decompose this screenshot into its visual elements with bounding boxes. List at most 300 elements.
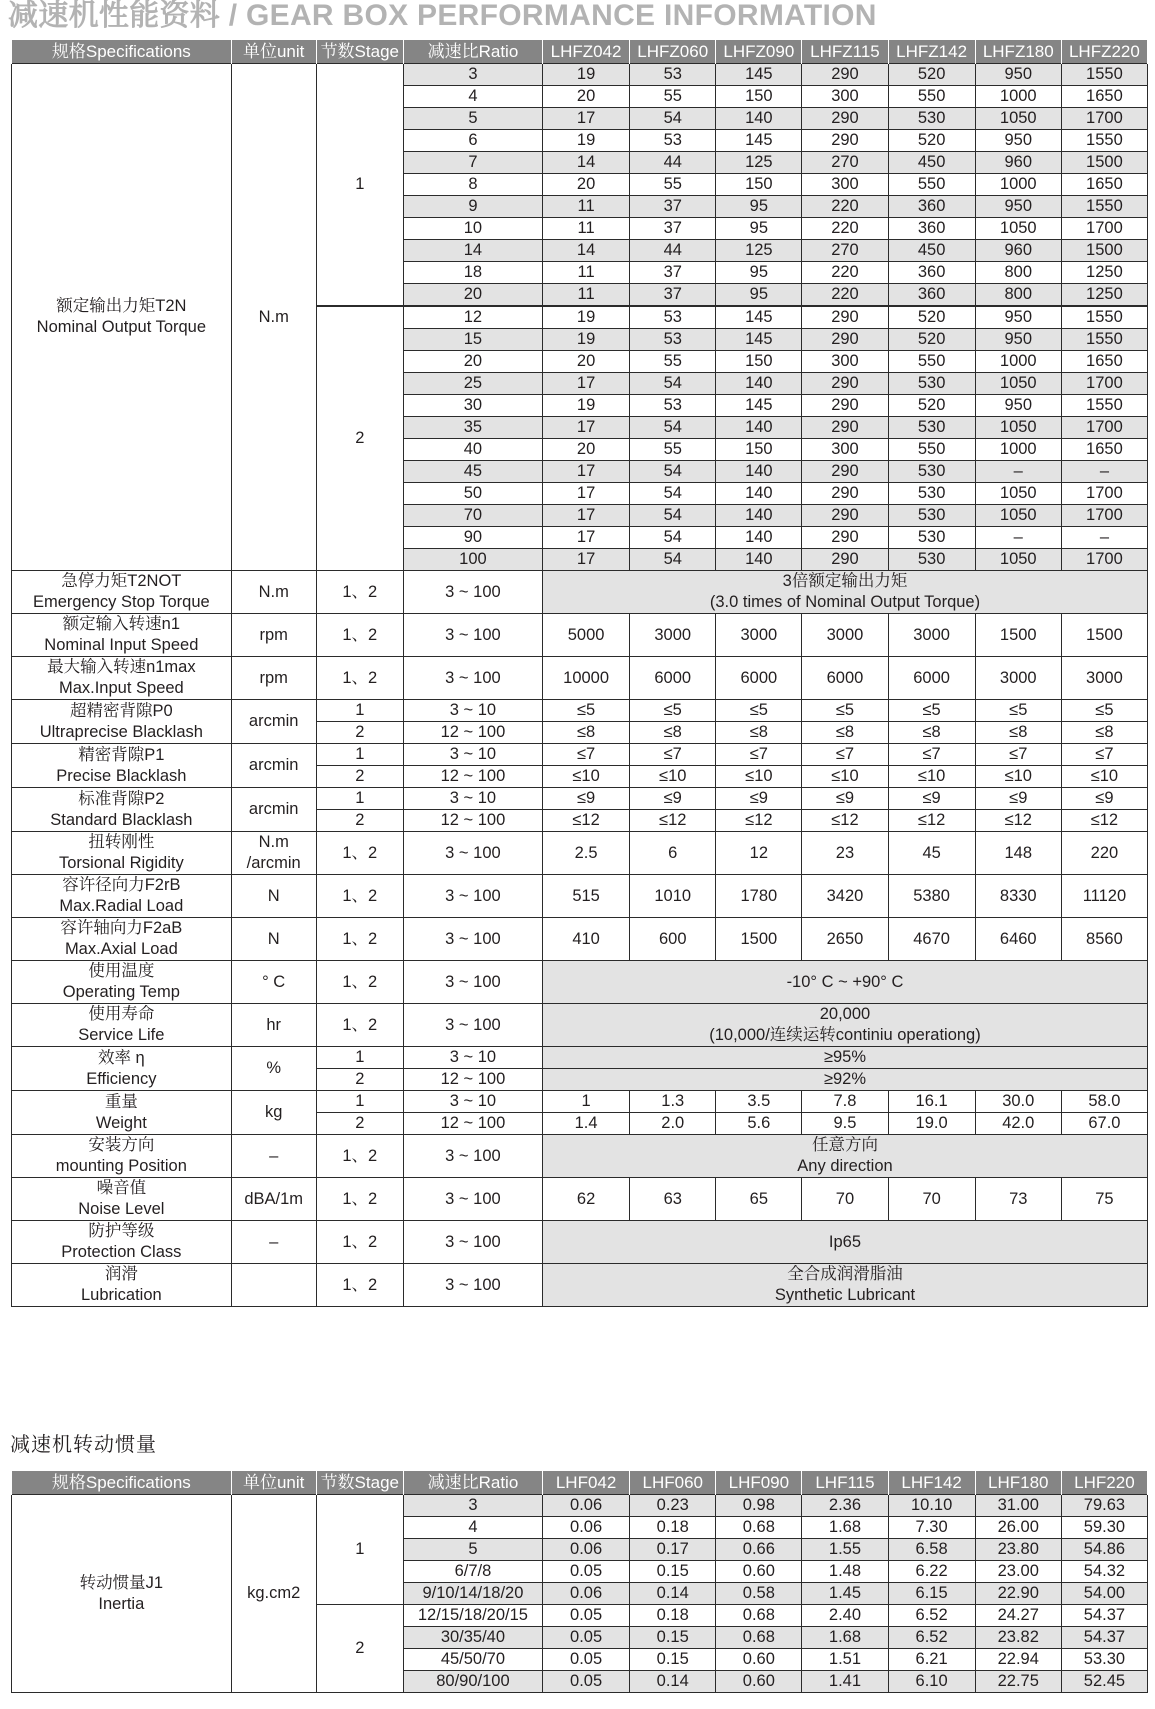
value-cell: 290	[802, 549, 888, 571]
table-row	[12, 744, 1148, 766]
value-cell: 6.22	[888, 1561, 975, 1583]
spec-cell	[12, 64, 232, 571]
value-cell: 14	[542, 240, 629, 262]
spec-label-zh: 效率 η	[97, 1048, 145, 1067]
value-cell: 148	[975, 832, 1061, 875]
ratio-cell: 3 ~ 100	[403, 1264, 542, 1307]
spec-cell	[12, 1135, 232, 1178]
value-cell: ≤9	[975, 788, 1061, 810]
table-row	[12, 961, 1148, 1004]
ratio-cell: 12	[403, 306, 542, 329]
header-spec: 规格Specifications	[12, 40, 232, 64]
value-cell: 1780	[716, 875, 802, 918]
value-cell: 290	[802, 130, 888, 152]
table-row	[12, 1178, 1148, 1221]
ratio-cell: 3 ~ 10	[403, 788, 542, 810]
value-cell: 54	[630, 549, 716, 571]
ratio-cell: 3 ~ 100	[403, 1004, 542, 1047]
spec-cell	[12, 571, 232, 614]
value-cell: 10.10	[888, 1495, 975, 1517]
value-cell: 140	[716, 505, 802, 527]
value-cell: 9.5	[802, 1113, 888, 1135]
value-cell: 150	[716, 174, 802, 196]
value-label-en: (3.0 times of Nominal Output Torque)	[709, 593, 981, 611]
spec-label-zh: 超精密背隙P0	[70, 701, 173, 720]
unit-cell	[231, 832, 316, 875]
value-cell: 145	[716, 395, 802, 417]
value-cell: 0.05	[542, 1671, 629, 1693]
header-model: LHF180	[975, 1471, 1061, 1495]
value-cell: 1550	[1061, 130, 1147, 152]
value-cell: 1700	[1061, 417, 1147, 439]
value-cell: 360	[888, 284, 975, 307]
value-cell: 0.06	[542, 1517, 629, 1539]
ratio-cell: 3	[403, 1495, 542, 1517]
value-cell: 0.60	[716, 1671, 802, 1693]
value-cell: 55	[630, 351, 716, 373]
value-cell: ≤8	[630, 722, 716, 744]
ratio-cell: 3 ~ 100	[403, 832, 542, 875]
value-cell: 450	[888, 240, 975, 262]
value-cell: ≤12	[888, 810, 975, 832]
value-cell: 53.30	[1061, 1649, 1147, 1671]
value-cell: ≤7	[542, 744, 629, 766]
unit-cell: N.m	[231, 64, 316, 571]
spec-cell	[12, 788, 232, 832]
value-cell: 515	[542, 875, 629, 918]
ratio-cell: 3 ~ 100	[403, 1135, 542, 1178]
value-cell: ≤12	[975, 810, 1061, 832]
value-cell: 31.00	[975, 1495, 1061, 1517]
value-cell: 11120	[1061, 875, 1147, 918]
value-cell: 54.37	[1061, 1627, 1147, 1649]
value-cell: 8330	[975, 875, 1061, 918]
ratio-cell: 3 ~ 10	[403, 744, 542, 766]
value-cell: 0.06	[542, 1539, 629, 1561]
stage-cell: 2	[316, 1605, 403, 1693]
value-cell: 530	[888, 549, 975, 571]
value-cell: ≤9	[542, 788, 629, 810]
value-cell: 550	[888, 351, 975, 373]
value-label-en: (10,000/连续运转continiu operationg)	[709, 1026, 981, 1044]
value-cell: 1500	[716, 918, 802, 961]
value-cell: 800	[975, 262, 1061, 284]
ratio-cell: 5	[403, 1539, 542, 1561]
ratio-cell: 70	[403, 505, 542, 527]
value-cell: 150	[716, 351, 802, 373]
value-cell: 1050	[975, 505, 1061, 527]
value-cell: 950	[975, 306, 1061, 329]
unit-cell: kg	[231, 1091, 316, 1135]
value-cell: 17	[542, 483, 629, 505]
spec-cell	[12, 918, 232, 961]
merged-value-cell: -10° C ~ +90° C	[542, 961, 1147, 1004]
value-cell: 3000	[975, 657, 1061, 700]
value-cell: 0.58	[716, 1583, 802, 1605]
value-cell: 5.6	[716, 1113, 802, 1135]
value-cell: –	[1061, 527, 1147, 549]
value-cell: 1.68	[802, 1627, 888, 1649]
value-cell: 290	[802, 461, 888, 483]
value-cell: 19	[542, 306, 629, 329]
table-row	[12, 64, 1148, 86]
value-cell: 0.05	[542, 1649, 629, 1671]
value-cell: 26.00	[975, 1517, 1061, 1539]
unit-cell: –	[231, 1221, 316, 1264]
stage-cell: 2	[316, 766, 403, 788]
value-cell: 140	[716, 373, 802, 395]
value-cell: 79.63	[1061, 1495, 1147, 1517]
value-cell: 800	[975, 284, 1061, 307]
spec-cell	[12, 1264, 232, 1307]
value-cell: 530	[888, 108, 975, 130]
value-cell: 65	[716, 1178, 802, 1221]
value-cell: 63	[630, 1178, 716, 1221]
merged-value-cell: ≥92%	[542, 1069, 1147, 1091]
value-cell: 1.68	[802, 1517, 888, 1539]
value-cell: 6000	[888, 657, 975, 700]
value-cell: 23	[802, 832, 888, 875]
value-cell: 1500	[975, 614, 1061, 657]
value-cell: 20	[542, 439, 629, 461]
spec-label-zh: 容许径向力F2rB	[62, 876, 181, 894]
unit-cell: N	[231, 918, 316, 961]
value-cell: 290	[802, 64, 888, 86]
ratio-cell: 5	[403, 108, 542, 130]
value-cell: 70	[802, 1178, 888, 1221]
table-row	[12, 657, 1148, 700]
value-cell: ≤12	[1061, 810, 1147, 832]
spec-label-en: Operating Temp	[62, 983, 180, 1001]
value-cell: 360	[888, 218, 975, 240]
value-cell: ≤10	[542, 766, 629, 788]
ratio-cell: 15	[403, 329, 542, 351]
spec-label-zh: 使用寿命	[88, 1005, 155, 1023]
ratio-cell: 3 ~ 100	[403, 657, 542, 700]
value-cell: ≤7	[1061, 744, 1147, 766]
value-cell: 950	[975, 329, 1061, 351]
value-cell: 12	[716, 832, 802, 875]
value-cell: ≤9	[716, 788, 802, 810]
value-cell: 150	[716, 86, 802, 108]
value-cell: 960	[975, 152, 1061, 174]
unit-cell: N	[231, 875, 316, 918]
value-cell: 62	[542, 1178, 629, 1221]
value-cell: 0.15	[630, 1561, 716, 1583]
value-cell: 220	[802, 262, 888, 284]
value-cell: 19	[542, 329, 629, 351]
merged-value-cell	[542, 571, 1147, 614]
header-model: LHF060	[630, 1471, 716, 1495]
value-cell: 54.32	[1061, 1561, 1147, 1583]
page-title: 减速机性能资料 / GEAR BOX PERFORMANCE INFORMATION	[8, 0, 877, 32]
spec-label-zh: 使用温度	[88, 962, 155, 980]
value-cell: 0.66	[716, 1539, 802, 1561]
value-cell: 145	[716, 64, 802, 86]
unit-cell	[231, 1264, 316, 1307]
value-cell: 7.30	[888, 1517, 975, 1539]
value-cell: 54.00	[1061, 1583, 1147, 1605]
value-cell: ≤12	[802, 810, 888, 832]
value-cell: 1500	[1061, 240, 1147, 262]
value-cell: 53	[630, 64, 716, 86]
unit-cell: arcmin	[231, 788, 316, 832]
ratio-cell: 20	[403, 351, 542, 373]
spec-cell	[12, 1004, 232, 1047]
value-cell: 14	[542, 152, 629, 174]
ratio-cell: 9/10/14/18/20	[403, 1583, 542, 1605]
value-cell: 530	[888, 461, 975, 483]
value-cell: 290	[802, 329, 888, 351]
merged-value-cell	[542, 1264, 1147, 1307]
stage-cell: 1、2	[316, 571, 403, 614]
performance-table	[11, 40, 1148, 1307]
value-cell: 270	[802, 152, 888, 174]
value-cell: 1550	[1061, 196, 1147, 218]
table-row	[12, 1004, 1148, 1047]
value-cell: 530	[888, 417, 975, 439]
stage-cell: 1、2	[316, 918, 403, 961]
value-cell: 54	[630, 417, 716, 439]
ratio-cell: 40	[403, 439, 542, 461]
value-cell: 17	[542, 527, 629, 549]
header-model: LHF042	[542, 1471, 629, 1495]
value-cell: 1650	[1061, 351, 1147, 373]
value-cell: 0.05	[542, 1561, 629, 1583]
value-cell: 95	[716, 196, 802, 218]
value-cell: ≤5	[975, 700, 1061, 722]
header-model: LHF220	[1061, 1471, 1147, 1495]
value-cell: 10000	[542, 657, 629, 700]
value-cell: 0.68	[716, 1605, 802, 1627]
spec-label-zh: 安装方向	[88, 1136, 155, 1154]
value-cell: 2.0	[630, 1113, 716, 1135]
value-cell: 0.06	[542, 1495, 629, 1517]
ratio-cell: 30/35/40	[403, 1627, 542, 1649]
spec-cell	[12, 1221, 232, 1264]
value-cell: 2.40	[802, 1605, 888, 1627]
value-cell: 1650	[1061, 174, 1147, 196]
header-model: LHFZ042	[542, 40, 629, 64]
header-unit: 单位unit	[231, 40, 316, 64]
value-cell: 1000	[975, 439, 1061, 461]
value-cell: 950	[975, 130, 1061, 152]
value-cell: 530	[888, 373, 975, 395]
spec-label-zh: 标准背隙P2	[78, 789, 165, 808]
ratio-cell: 3 ~ 10	[403, 1091, 542, 1113]
value-cell: 290	[802, 527, 888, 549]
value-cell: 1700	[1061, 505, 1147, 527]
value-cell: 17	[542, 373, 629, 395]
table-row	[12, 1221, 1148, 1264]
value-cell: –	[1061, 461, 1147, 483]
value-cell: 8560	[1061, 918, 1147, 961]
spec-cell	[12, 700, 232, 744]
merged-value-cell: ≥95%	[542, 1047, 1147, 1069]
spec-label-zh: 额定输出力矩T2N	[56, 297, 187, 315]
value-cell: ≤7	[630, 744, 716, 766]
value-cell: 290	[802, 395, 888, 417]
value-cell: 1650	[1061, 439, 1147, 461]
value-cell: 3420	[802, 875, 888, 918]
value-cell: 140	[716, 461, 802, 483]
value-cell: 360	[888, 196, 975, 218]
value-cell: 1500	[1061, 152, 1147, 174]
value-cell: 1.51	[802, 1649, 888, 1671]
table-row	[12, 1495, 1148, 1517]
value-cell: 125	[716, 152, 802, 174]
ratio-cell: 25	[403, 373, 542, 395]
value-cell: 140	[716, 549, 802, 571]
value-cell: 290	[802, 306, 888, 329]
unit-label-en: /arcmin	[246, 854, 301, 872]
ratio-cell: 12 ~ 100	[403, 722, 542, 744]
value-cell: 17	[542, 417, 629, 439]
ratio-cell: 14	[403, 240, 542, 262]
value-cell: 1550	[1061, 306, 1147, 329]
value-cell: 37	[630, 284, 716, 307]
value-cell: 290	[802, 108, 888, 130]
header-model: LHFZ090	[716, 40, 802, 64]
value-cell: 55	[630, 174, 716, 196]
value-cell: 2650	[802, 918, 888, 961]
value-cell: 23.82	[975, 1627, 1061, 1649]
spec-label-en: mounting Position	[55, 1157, 187, 1175]
spec-cell	[12, 1047, 232, 1091]
value-label-zh: 任意方向	[811, 1136, 878, 1154]
ratio-cell: 50	[403, 483, 542, 505]
ratio-cell: 12 ~ 100	[403, 810, 542, 832]
table-row	[12, 832, 1148, 875]
value-cell: 0.06	[542, 1583, 629, 1605]
value-cell: ≤8	[802, 722, 888, 744]
header-model: LHF090	[716, 1471, 802, 1495]
header-stage: 节数Stage	[316, 40, 403, 64]
value-cell: 1550	[1061, 395, 1147, 417]
value-cell: ≤9	[1061, 788, 1147, 810]
ratio-cell: 45	[403, 461, 542, 483]
spec-label-zh: 额定输入转速n1	[62, 615, 181, 633]
value-cell: ≤5	[1061, 700, 1147, 722]
ratio-cell: 3 ~ 100	[403, 571, 542, 614]
value-cell: ≤12	[542, 810, 629, 832]
value-cell: –	[975, 527, 1061, 549]
value-cell: 24.27	[975, 1605, 1061, 1627]
value-cell: 520	[888, 64, 975, 86]
value-cell: 19	[542, 130, 629, 152]
value-cell: 300	[802, 439, 888, 461]
value-cell: ≤10	[888, 766, 975, 788]
merged-value-cell	[542, 1004, 1147, 1047]
value-cell: 17	[542, 549, 629, 571]
value-cell: 54	[630, 527, 716, 549]
value-cell: 1700	[1061, 218, 1147, 240]
value-cell: 6000	[716, 657, 802, 700]
value-cell: 220	[802, 284, 888, 307]
value-cell: 300	[802, 86, 888, 108]
spec-label-zh: 扭转刚性	[88, 833, 155, 851]
inertia-table	[11, 1471, 1148, 1693]
value-cell: 6.58	[888, 1539, 975, 1561]
value-cell: ≤5	[630, 700, 716, 722]
value-cell: 0.23	[630, 1495, 716, 1517]
unit-label-zh: N.m	[258, 833, 289, 851]
value-cell: 950	[975, 196, 1061, 218]
value-label-zh: 3倍额定输出力矩	[782, 572, 908, 590]
value-cell: 550	[888, 86, 975, 108]
ratio-cell: 10	[403, 218, 542, 240]
value-cell: 0.18	[630, 1605, 716, 1627]
stage-cell: 1、2	[316, 875, 403, 918]
ratio-cell: 100	[403, 549, 542, 571]
spec-label-en: Nominal Output Torque	[36, 318, 207, 336]
spec-label-zh: 转动惯量J1	[79, 1573, 164, 1592]
stage-cell: 1、2	[316, 1004, 403, 1047]
stage-cell: 1	[316, 1047, 403, 1069]
table-row	[12, 788, 1148, 810]
ratio-cell: 12 ~ 100	[403, 1069, 542, 1091]
value-cell: 220	[802, 218, 888, 240]
value-cell: ≤9	[630, 788, 716, 810]
value-cell: 520	[888, 329, 975, 351]
value-cell: ≤8	[542, 722, 629, 744]
stage-cell: 2	[316, 810, 403, 832]
value-cell: 95	[716, 284, 802, 307]
value-cell: 290	[802, 483, 888, 505]
value-cell: 600	[630, 918, 716, 961]
ratio-cell: 3 ~ 10	[403, 1047, 542, 1069]
value-cell: 290	[802, 505, 888, 527]
table-row	[12, 1047, 1148, 1069]
table-row	[12, 875, 1148, 918]
ratio-cell: 4	[403, 1517, 542, 1539]
value-cell: 54	[630, 108, 716, 130]
value-cell: 0.05	[542, 1627, 629, 1649]
value-cell: 1650	[1061, 86, 1147, 108]
value-cell: 1050	[975, 218, 1061, 240]
value-cell: 0.60	[716, 1649, 802, 1671]
value-cell: 1700	[1061, 549, 1147, 571]
header-model: LHF115	[802, 1471, 888, 1495]
header-model: LHFZ220	[1061, 40, 1147, 64]
value-cell: 37	[630, 196, 716, 218]
value-cell: 520	[888, 130, 975, 152]
value-cell: 2.5	[542, 832, 629, 875]
unit-cell: rpm	[231, 614, 316, 657]
stage-cell: 1、2	[316, 1178, 403, 1221]
spec-cell	[12, 657, 232, 700]
value-cell: ≤8	[888, 722, 975, 744]
ratio-cell: 12/15/18/20/15	[403, 1605, 542, 1627]
stage-cell: 1、2	[316, 961, 403, 1004]
ratio-cell: 3 ~ 100	[403, 1178, 542, 1221]
value-cell: 37	[630, 218, 716, 240]
value-cell: 4670	[888, 918, 975, 961]
value-label-zh: 20,000	[819, 1005, 871, 1023]
stage-cell: 1、2	[316, 1221, 403, 1264]
ratio-cell: 35	[403, 417, 542, 439]
header-model: LHFZ142	[888, 40, 975, 64]
value-cell: 44	[630, 240, 716, 262]
spec-label-en: Efficiency	[86, 1069, 157, 1088]
spec-cell	[12, 744, 232, 788]
value-cell: 140	[716, 527, 802, 549]
value-cell: 1250	[1061, 262, 1147, 284]
unit-cell: arcmin	[231, 700, 316, 744]
value-cell: 530	[888, 527, 975, 549]
stage-cell: 2	[316, 1069, 403, 1091]
value-cell: 19	[542, 395, 629, 417]
